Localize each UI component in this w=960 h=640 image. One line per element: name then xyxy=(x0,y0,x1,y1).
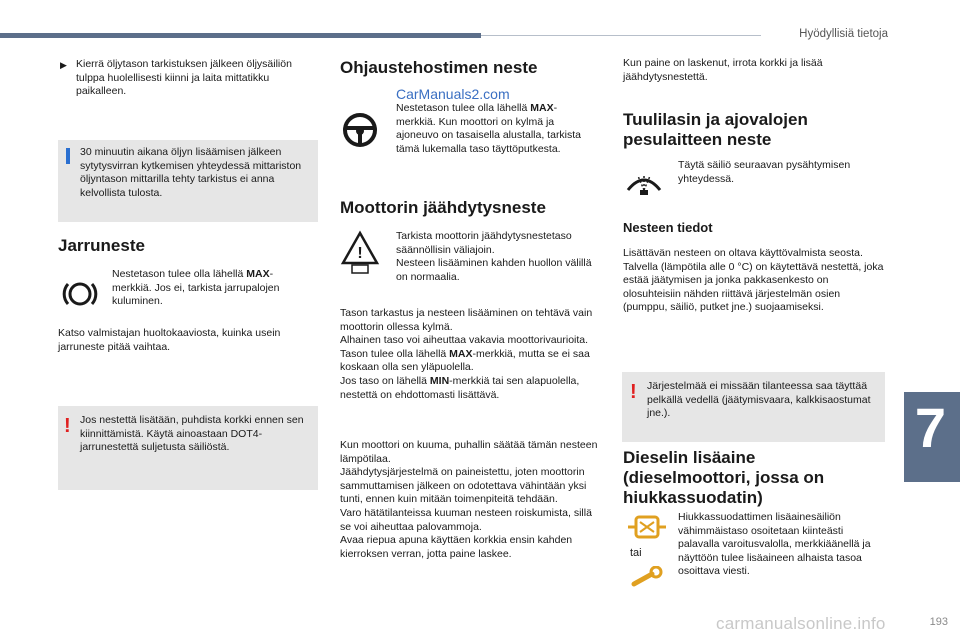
warning-icon-2: ! xyxy=(630,381,637,403)
bullet-icon: ▶ xyxy=(60,60,67,70)
warning-icon: ! xyxy=(64,415,71,437)
fluid-spec-text: Lisättävän nesteen on oltava käyttövalmista seosta. Talvella (lämpötila alle 0 °C) on käytettävä nestettä, joka estää jäätymisen ja jonka pakkasenkesto on olosuhteisiin nähden riittävä järjestelmän osien (pumppu, säiliö, putket jne.) suojaamiseksi. xyxy=(623,247,884,314)
fluid-spec-title: Nesteen tiedot xyxy=(623,220,713,235)
engine-coolant-title: Moottorin jäähdytysneste xyxy=(340,198,546,217)
coolant-continue-text: Kun paine on laskenut, irrota korkki ja lisää jäähdytysnestettä. xyxy=(623,57,823,83)
washer-fluid-title: Tuulilasin ja ajovalojen pesulaitteen neste xyxy=(623,110,808,149)
brake-fluid-title: Jarruneste xyxy=(58,236,145,255)
footer-watermark: carmanualsonline.info xyxy=(716,614,886,633)
brake-icon-text: Nestetason tulee olla lähellä MAX-merkkiä. Jos ei, tarkista jarrupalojen kuluminen. xyxy=(112,268,280,308)
header-divider xyxy=(481,35,761,36)
coolant-icon-text: Tarkista moottorin jäähdytysnestetaso säännöllisin väliajoin. Nesteen lisääminen kahden huollon välillä on normaalia. xyxy=(396,230,592,283)
washer-icon-text: Täytä säiliö seuraavan pysähtymisen yhteydessä. xyxy=(678,159,851,185)
particle-filter-icon xyxy=(626,512,668,542)
diesel-icon-text: Hiukkassuodattimen lisäainesäiliön vähimmäistaso osoitetaan kiinteästi palavalla varoitusvalolla, merkkiäänellä ja näyttöön tulee lisäaineen alhaista tasoa osoittava viesti. xyxy=(678,511,871,578)
washer-fluid-icon xyxy=(624,166,664,202)
power-steering-title: Ohjaustehostimen neste xyxy=(340,58,538,77)
info-icon xyxy=(66,148,70,164)
brake-paragraph: Katso valmistajan huoltokaaviosta, kuinka usein jarruneste pitää vaihtaa. xyxy=(58,327,281,353)
wrench-icon xyxy=(628,566,664,590)
info-box-text: 30 minuutin aikana öljyn lisäämisen jälkeen sytytysvirran kytkemisen yhteydessä mittariston öljyntason mittarilla tehty tarkistus ei anna kelvollista tulosta. xyxy=(80,146,302,199)
coolant-paragraph-2: Kun moottori on kuuma, puhallin säätää tämän nesteen lämpötilaa. Jäähdytysjärjestelmä on paineistettu, joten moottorin sammuttamisen jälkeen on odotettava vähintään yksi tunti, ennen kuin mitään toimenpiteitä tehdään. Varo hätätilanteissa kuuman nesteen roiskumista, sillä se voi aiheuttaa palovammoja. Avaa riepua apuna käyttäen korkkia ensin kahden kierroksen verran, jotta paine laskee. xyxy=(340,439,598,560)
header-accent-bar xyxy=(0,33,481,38)
oil-cap-text: Kierrä öljytason tarkistuksen jälkeen öljysäiliön tulppa huolellisesti kiinni ja laita mittatikku paikalleen. xyxy=(76,58,292,98)
page-number: 193 xyxy=(929,616,948,628)
warning-box-2-text: Järjestelmää ei missään tilanteessa saa täyttää pelkällä vedellä (jäätymisvaara, kalkkisaostumat jne.). xyxy=(647,380,871,420)
header-title: Hyödyllisiä tietoja xyxy=(799,28,888,40)
warning-box-text: Jos nestettä lisätään, puhdista korkki ennen sen kiinnittämistä. Käytä ainoastaan DOT4-jarrunestettä suljetusta säiliöstä. xyxy=(80,414,304,454)
watermark-text: CarManuals2.com xyxy=(396,86,510,102)
coolant-warning-icon xyxy=(340,230,380,274)
svg-text:!: ! xyxy=(357,245,363,262)
brake-warning-icon xyxy=(60,274,100,314)
diesel-or-label: tai xyxy=(630,547,642,559)
steering-wheel-icon xyxy=(340,110,380,150)
coolant-paragraph-1: Tason tarkastus ja nesteen lisääminen on tehtävä vain moottorin ollessa kylmä. Alhainen taso voi aiheuttaa vakavia moottorivaurioita. Tason tulee olla lähellä MAX-merkkiä, mutta se ei saa koskaan olla sen yläpuolella. Jos taso on lähellä MIN-merkkiä tai sen alapuolella, nestettä on ehdottomasti lisättävä. xyxy=(340,307,593,401)
steering-icon-text: Nestetason tulee olla lähellä MAX-merkkiä. Kun moottori on kylmä ja ajoneuvo on tasaisella alustalla, tarkista tämä lukemalla taso täyttöputkesta. xyxy=(396,102,582,155)
diesel-additive-title: Dieselin lisäaine (dieselmoottori, jossa on hiukkassuodatin) xyxy=(623,448,825,507)
chapter-number: 7 xyxy=(914,396,946,459)
